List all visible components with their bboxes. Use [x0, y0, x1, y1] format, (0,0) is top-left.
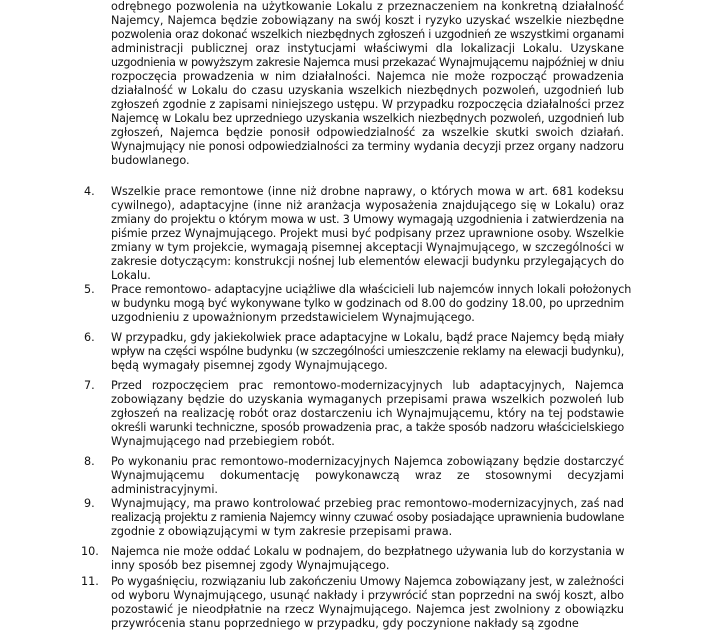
paragraph-line: uzgodnienia w powyższym zakresie Najemca musi przekazać Wynajmującemu najpóźniej w dniu: [111, 56, 624, 69]
paragraph-line: wpływ na części wspólne budynku (w szczególności umieszczenie reklamy na elewacji budynku),: [111, 345, 624, 358]
paragraph-line: administracji publicznej oraz instytucjami właściwymi dla lokalizacji Lokalu. Uzyskane: [111, 42, 624, 55]
paragraph-line: będą wymagały pisemnej zgody Wynajmującego.: [111, 359, 388, 372]
list-item-number: 7.: [84, 379, 95, 392]
list-item-number: 6.: [84, 331, 95, 344]
paragraph-line: zakresie dotyczącym: konstrukcji nośnej lub elementów elewacji budynku przylegających do: [111, 255, 624, 268]
paragraph-line: cywilnego), adaptacyjne (inne niż aranżacja wyposażenia znajdującego się w Lokalu) oraz: [111, 199, 624, 212]
paragraph-line: piśmie przez Wynajmującego. Projekt musi być podpisany przez uprawnione osoby. Wszelkie: [111, 227, 624, 240]
paragraph-line: Wynajmującego nad przebiegiem robót.: [111, 435, 335, 448]
paragraph-line: Wynajmujący, ma prawo kontrolować przebieg prac remontowo-modernizacyjnych, zaś nad: [111, 497, 624, 510]
paragraph-line: Najemcy, Najemca będzie zobowiązany na swój koszt i ryzyko uzyskać wszelkie niezbędne: [111, 14, 624, 27]
list-item-number: 4.: [84, 185, 95, 198]
paragraph-line: działalność w Lokalu do czasu uzyskania wszelkich niezbędnych pozwoleń, uzgodnień lub: [111, 84, 624, 97]
paragraph-line: Po wygaśnięciu, rozwiązaniu lub zakończeniu Umowy Najemca zobowiązany jest, w zależności: [111, 575, 624, 588]
list-item-number: 11.: [81, 575, 99, 588]
list-item-number: 8.: [84, 455, 95, 468]
paragraph-line: pozwolenia oraz dokonać wszelkich niezbędnych zgłoszeń i uzgodnień ze wszystkimi organami: [111, 28, 624, 41]
paragraph-line: Lokalu.: [111, 269, 151, 282]
paragraph-line: realizacją projektu z ramienia Najemcy winny czuwać osoby posiadające uprawnienia budowlane: [111, 511, 624, 524]
paragraph-line: Wszelkie prace remontowe (inne niż drobne naprawy, o których mowa w art. 681 kodeksu: [111, 185, 624, 198]
list-item-number: 9.: [84, 497, 95, 510]
paragraph-line: Przed rozpoczęciem prac remontowo-modernizacyjnych lub adaptacyjnych, Najemca: [111, 379, 624, 392]
paragraph-line: Wynajmujący nie ponosi odpowiedzialności za terminy wydania decyzji przez organy nadzoru: [111, 140, 624, 153]
paragraph-line: od wyboru Wynajmującego, usunąć nakłady i przywrócić stan poprzedni na swój koszt, albo: [111, 589, 625, 602]
paragraph-line: pozostawić je nieodpłatnie na rzecz Wynajmującego. Najemca jest zwolniony z obowiązku: [111, 603, 624, 616]
paragraph-line: zgłoszeń na realizację robót oraz dostarczeniu ich Wynajmującemu, który na tej podstawie: [111, 407, 624, 420]
paragraph-line: Najemcę w Lokalu bez uprzedniego uzyskania wszelkich niezbędnych pozwoleń, uzgodnień lub: [111, 112, 624, 125]
paragraph-line: Po wykonaniu prac remontowo-modernizacyjnych Najemca zobowiązany będzie dostarczyć: [111, 455, 624, 468]
paragraph-line: inny sposób bez pisemnej zgody Wynajmującego.: [111, 559, 390, 572]
paragraph-line: zgłoszeń, Najemca będzie ponosił odpowiedzialność za wszelkie skutki swoich działań.: [111, 126, 624, 139]
paragraph-line: zmiany do projektu o którym mowa w ust. 3 Umowy wymagają uzgodnienia i zatwierdzenia na: [111, 213, 624, 226]
paragraph-line: zmiany w tym projekcie, wymagają pisemnej akceptacji Wynajmującego, w szczególności w: [111, 241, 625, 254]
list-item-number: 5.: [84, 283, 95, 296]
list-item-number: 10.: [81, 545, 99, 558]
paragraph-line: Wynajmującemu dokumentację powykonawczą wraz ze stosownymi decyzjami: [111, 469, 624, 482]
paragraph-line: zgodnie z obowiązującymi w tym zakresie przepisami prawa.: [111, 525, 453, 538]
paragraph-line: określi warunki techniczne, sposób prowadzenia prac, a także sposób nadzoru właścicielskiego: [111, 421, 624, 434]
paragraph-line: Najemca nie może oddać Lokalu w podnajem, do bezpłatnego używania lub do korzystania w: [111, 545, 625, 558]
paragraph-line: zobowiązany będzie do uzyskania wymaganych przepisami prawa wszelkich pozwoleń lub: [111, 393, 624, 406]
paragraph-line: Prace remontowo- adaptacyjne uciążliwe dla właścicieli lub najemców innych lokali położonych: [111, 283, 632, 296]
paragraph-line: uzgodnieniu z upoważnionym przedstawicielem Wynajmującego.: [111, 311, 475, 324]
paragraph-line: przywrócenia stanu poprzedniego w przypadku, gdy poczynione nakłady są zgodne: [111, 617, 579, 630]
paragraph-line: zgłoszeń zgodnie z zapisami niniejszego ustępu. W przypadku rozpoczęcia działalności przez: [111, 98, 624, 111]
paragraph-line: w budynku mogą być wykonywane tylko w godzinach od 8.00 do godziny 18.00, po uprzednim: [111, 297, 624, 310]
paragraph-line: budowlanego.: [111, 154, 190, 167]
paragraph-line: rozpoczęcia prowadzenia w nim działalności. Najemca nie może rozpocząć prowadzenia: [111, 70, 624, 83]
paragraph-line: W przypadku, gdy jakiekolwiek prace adaptacyjne w Lokalu, bądź prace Najemcy będą miały: [111, 331, 624, 344]
paragraph-line: odrębnego pozwolenia na użytkowanie Lokalu z przeznaczeniem na konkretną działalność: [111, 0, 624, 13]
paragraph-line: administracyjnymi.: [111, 483, 218, 496]
